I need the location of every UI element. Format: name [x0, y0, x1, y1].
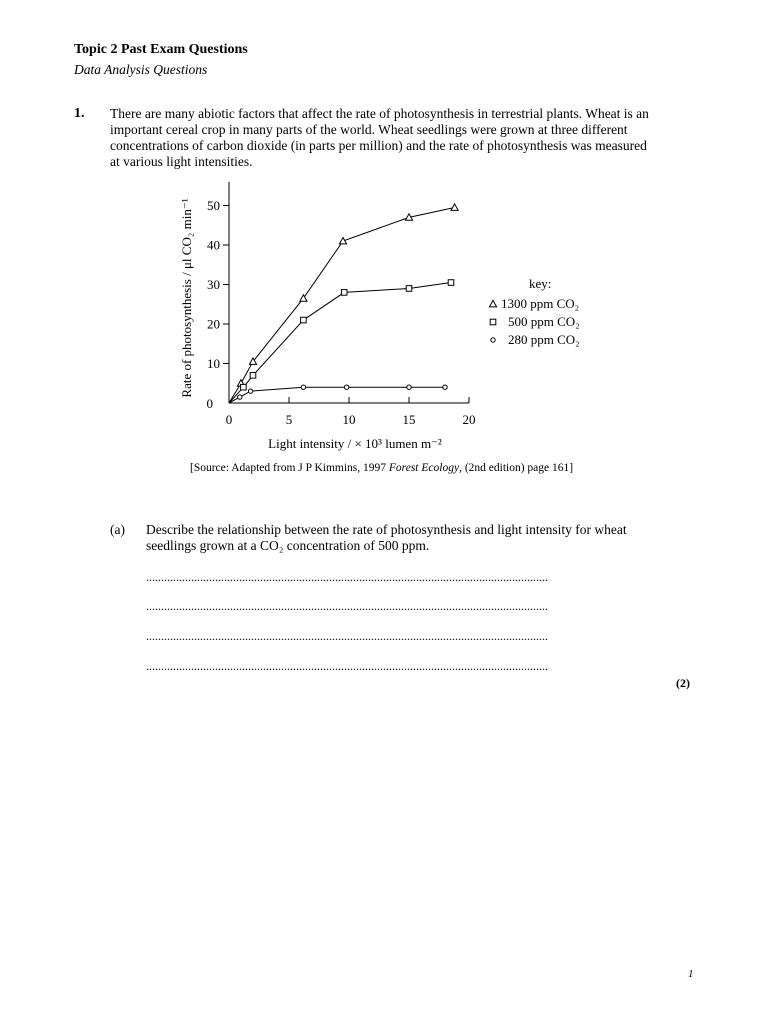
legend-label: 500 ppm CO₂: [508, 314, 580, 329]
series-line-triangle: [229, 207, 455, 403]
data-point-triangle: [339, 237, 346, 243]
data-point-circle: [407, 385, 411, 389]
data-point-square: [250, 373, 256, 379]
y-tick-label: 40: [207, 237, 220, 253]
series-line-circle: [229, 387, 445, 403]
y-axis-label: Rate of photosynthesis / μl CO₂ min⁻¹: [179, 198, 194, 398]
legend-marker-triangle: [489, 300, 496, 306]
x-tick-label: 15: [402, 412, 416, 427]
data-point-circle: [301, 385, 305, 389]
data-point-circle: [238, 395, 242, 399]
page-title: Topic 2 Past Exam Questions: [74, 42, 248, 57]
answer-line-4[interactable]: ......................................................................................................................................: [146, 659, 548, 673]
data-point-square: [341, 290, 347, 296]
question-intro: There are many abiotic factors that affect the rate of photosynthesis in terrestrial plants. Wheat is an important cereal crop in many parts of the world. Wheat seedlings were grown at three different concentrations of carbon dioxide (in parts per million) and the rate of photosynthesis was measured at various light intensities.: [110, 106, 649, 169]
x-tick-label: 5: [285, 412, 293, 427]
y-tick-label: 0: [206, 396, 213, 411]
source-suffix: , (2nd edition) page 161]: [459, 462, 574, 474]
data-point-square: [448, 280, 454, 286]
source-prefix: [Source: Adapted from J P Kimmins, 1997: [190, 462, 389, 474]
data-point-circle: [344, 385, 348, 389]
y-tick-label: 50: [207, 198, 220, 213]
photosynthesis-chart: [170, 176, 610, 458]
legend-label: 1300 ppm CO₂: [501, 296, 580, 311]
answer-line-3[interactable]: ......................................................................................................................................: [146, 629, 548, 643]
question-number: 1.: [74, 106, 85, 121]
marks-indicator: (2): [676, 676, 690, 690]
legend-marker-circle: [491, 338, 495, 342]
data-point-triangle: [451, 204, 458, 210]
data-point-triangle: [300, 295, 307, 301]
page-subtitle: Data Analysis Questions: [74, 62, 208, 77]
part-a-question: Describe the relationship between the rate of photosynthesis and light intensity for wheat seedlings grown at a CO₂ concentration of 500 ppm.: [146, 522, 627, 553]
series-line-square: [229, 283, 451, 403]
source-book-title: Forest Ecology: [388, 462, 460, 474]
legend-label: 280 ppm CO₂: [508, 332, 580, 347]
data-point-circle: [443, 385, 447, 389]
y-tick-label: 20: [207, 316, 220, 332]
x-axis-label: Light intensity / × 10³ lumen m⁻²: [268, 436, 442, 451]
data-point-square: [301, 317, 307, 323]
y-tick-label: 10: [207, 356, 220, 371]
legend-title: key:: [529, 276, 552, 291]
x-tick-label: 0: [225, 412, 233, 427]
x-tick-label: 10: [342, 412, 356, 427]
x-tick-label: 20: [462, 412, 476, 427]
y-tick-label: 30: [207, 277, 220, 292]
data-point-square: [241, 384, 247, 390]
data-point-circle: [248, 389, 252, 393]
data-point-square: [406, 286, 412, 292]
source-citation: [190, 462, 573, 474]
legend-marker-square: [490, 319, 496, 325]
page-number: 1: [688, 968, 694, 980]
part-a-label: (a): [110, 522, 125, 537]
answer-line-1[interactable]: ......................................................................................................................................: [146, 570, 548, 584]
answer-line-2[interactable]: ......................................................................................................................................: [146, 599, 548, 613]
